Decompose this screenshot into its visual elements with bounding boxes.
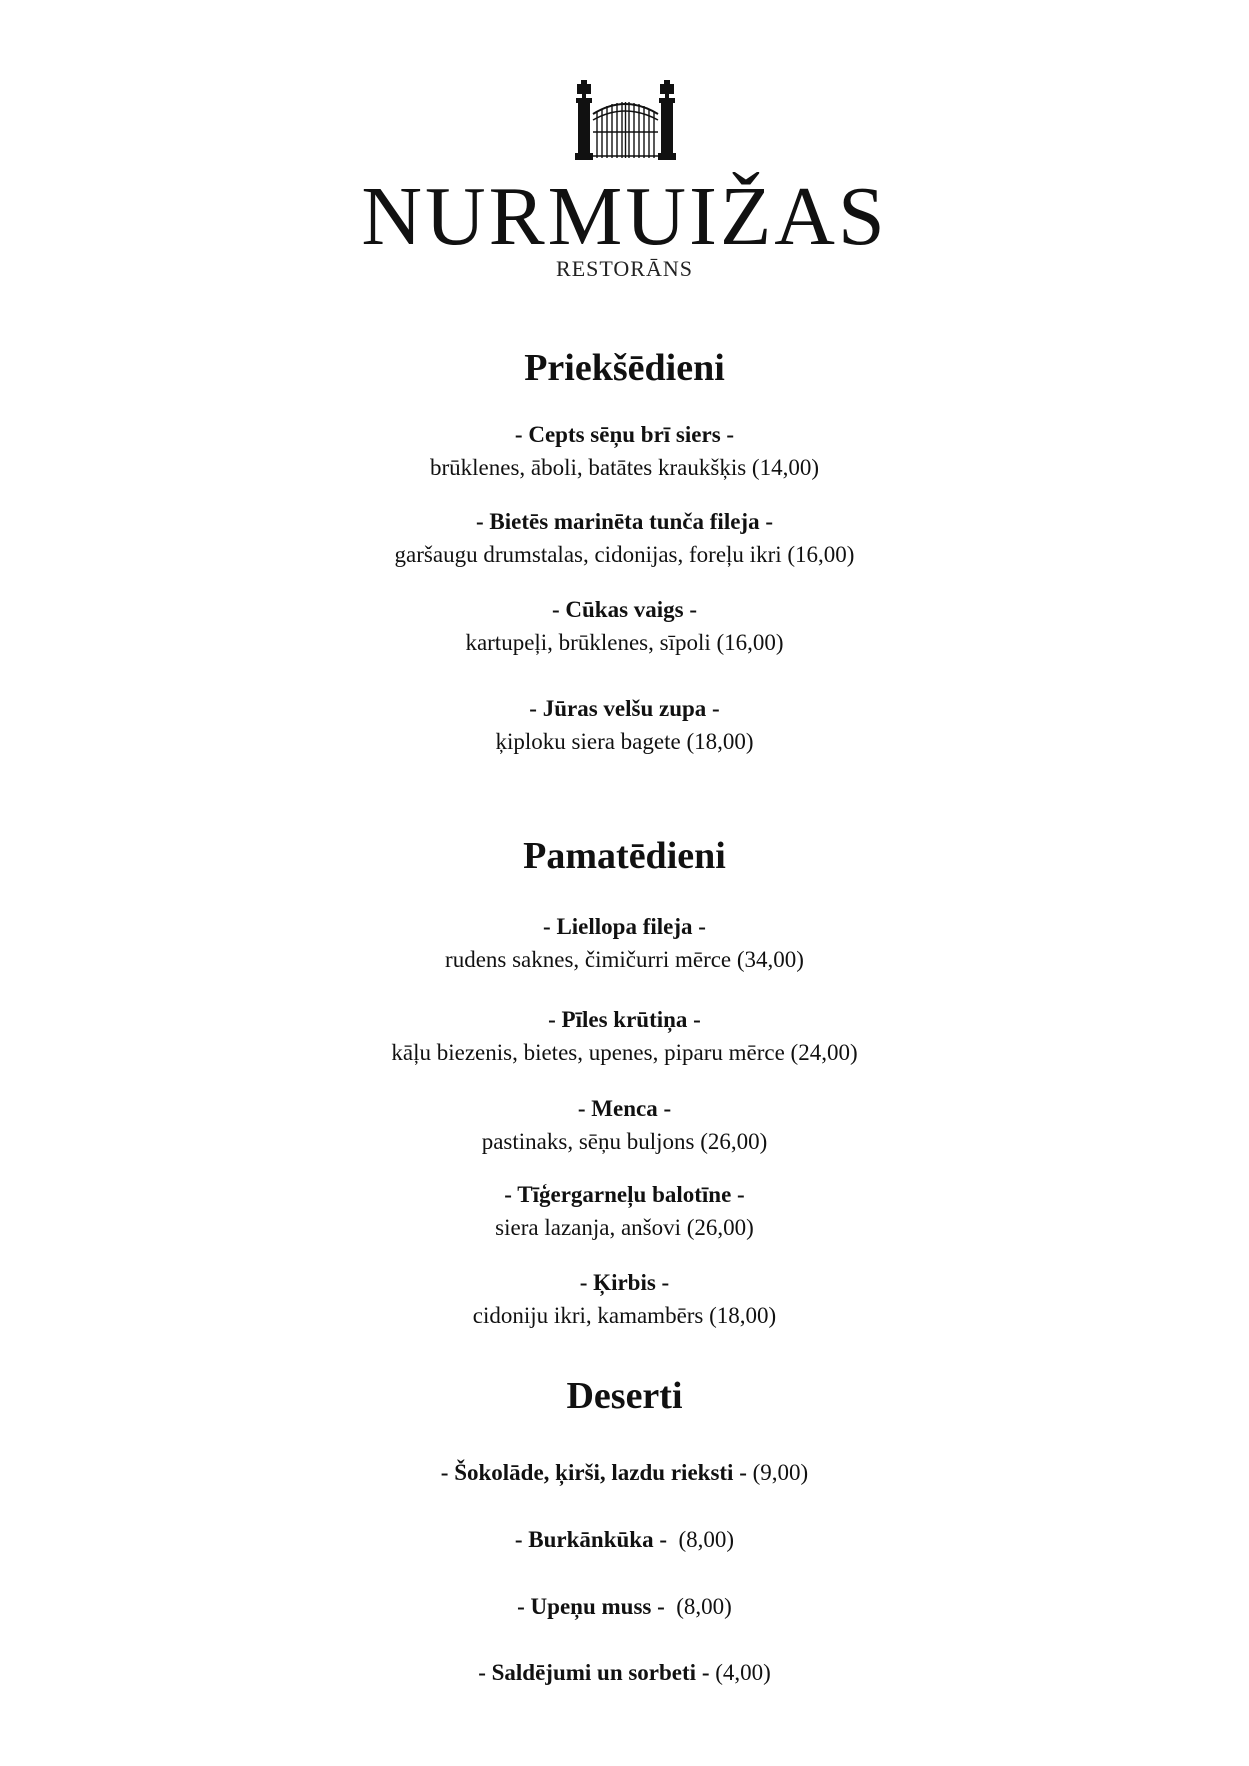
- dish-name: - Ķirbis -: [579, 1270, 670, 1295]
- menu-item: [0, 910, 1249, 976]
- dish-description: pastinaks, sēņu buljons (26,00): [481, 1129, 768, 1154]
- dish-name: - Bietēs marinēta tunča fileja -: [475, 509, 773, 534]
- section-title-starters: Priekšēdieni: [524, 347, 725, 389]
- dish-price: (8,00): [676, 1594, 732, 1619]
- dish-name: - Liellopa fileja -: [543, 914, 706, 939]
- dish-price: (8,00): [678, 1527, 735, 1552]
- restaurant-subtitle: RESTORĀNS: [556, 256, 693, 281]
- dish-price: (4,00): [715, 1660, 771, 1685]
- menu-item: [0, 593, 1249, 659]
- dish-description: kartupeļi, brūklenes, sīpoli (16,00): [465, 630, 784, 655]
- menu-item: [0, 1266, 1249, 1332]
- dish-name: - Pīles krūtiņa -: [548, 1007, 701, 1032]
- menu-item: [0, 692, 1249, 758]
- dish-name: - Cepts sēņu brī siers -: [514, 422, 735, 447]
- dessert-item: [0, 1523, 1249, 1557]
- menu-item: [0, 1003, 1249, 1069]
- dish-description: rudens saknes, čimičurri mērce (34,00): [445, 947, 804, 972]
- dish-name: - Tīģergarneļu balotīne -: [504, 1182, 745, 1207]
- menu-item: [0, 505, 1249, 571]
- dish-description: garšaugu drumstalas, cidonijas, foreļu ikri (16,00): [394, 542, 855, 567]
- dessert-item: [0, 1456, 1249, 1490]
- dish-description: siera lazanja, anšovi (26,00): [495, 1215, 754, 1240]
- dessert-item: [0, 1590, 1249, 1624]
- dish-name: - Šokolāde, ķirši, lazdu rieksti -: [440, 1460, 747, 1485]
- dish-name: - Menca -: [577, 1096, 672, 1121]
- dish-description: cidoniju ikri, kamambērs (18,00): [472, 1303, 777, 1328]
- dish-description: kāļu biezenis, bietes, upenes, piparu mērce (24,00): [391, 1040, 858, 1065]
- menu-item: [0, 1092, 1249, 1158]
- restaurant-name: NURMUIŽAS: [361, 170, 888, 263]
- dish-description: brūklenes, āboli, batātes kraukšķis (14,00): [430, 455, 819, 480]
- menu-item: [0, 418, 1249, 484]
- dish-name: - Burkānkūka -: [514, 1527, 668, 1552]
- dish-name: - Saldējumi un sorbeti -: [478, 1660, 710, 1685]
- dish-price: (9,00): [752, 1460, 809, 1485]
- dish-name: - Upeņu muss -: [517, 1594, 665, 1619]
- section-title-desserts: Deserti: [566, 1375, 683, 1417]
- dish-name: - Jūras velšu zupa -: [529, 696, 720, 721]
- dish-description: ķiploku siera bagete (18,00): [495, 729, 754, 754]
- menu-item: [0, 1178, 1249, 1244]
- dessert-item: [0, 1656, 1249, 1690]
- gate-icon: [574, 80, 677, 160]
- dish-name: - Cūkas vaigs -: [551, 597, 698, 622]
- section-title-mains: Pamatēdieni: [523, 835, 726, 877]
